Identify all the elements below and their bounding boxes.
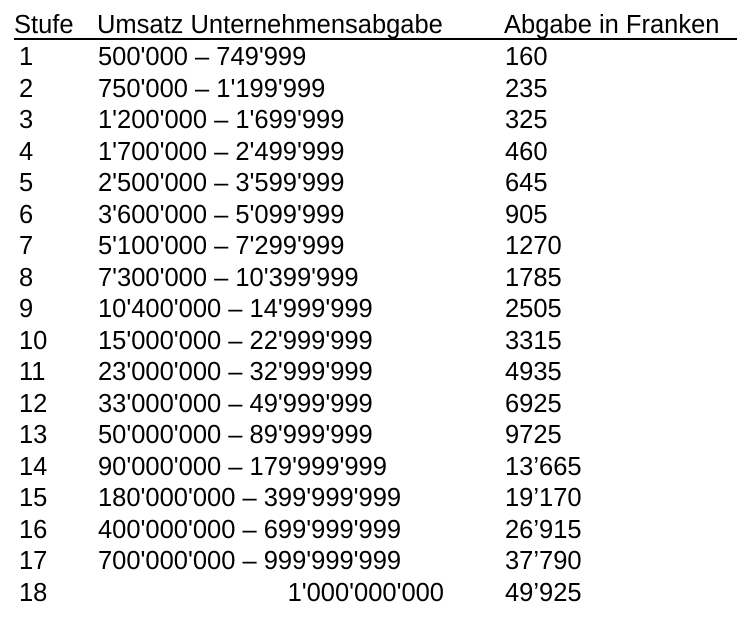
cell-stufe: 15	[19, 484, 48, 512]
cell-abgabe: 37’790	[505, 547, 582, 575]
cell-stufe: 2	[19, 74, 34, 103]
cell-abgabe: 235	[505, 74, 548, 103]
table-row	[0, 515, 755, 546]
cell-stufe: 7	[19, 232, 34, 260]
cell-stufe: 9	[19, 295, 34, 323]
cell-umsatz: 1'200'000 – 1'699'999	[98, 106, 345, 134]
table-row	[0, 483, 755, 514]
cell-abgabe: 19’170	[505, 484, 582, 512]
cell-umsatz: 50'000'000 – 89'999'999	[98, 421, 373, 449]
table-row	[0, 231, 755, 262]
cell-umsatz: 3'600'000 – 5'099'999	[98, 200, 345, 229]
cell-umsatz: 7'300'000 – 10'399'999	[98, 263, 359, 292]
cell-abgabe: 1270	[505, 232, 562, 260]
header-underline	[14, 38, 82, 40]
table-row	[0, 389, 755, 420]
header-underline	[82, 38, 502, 40]
cell-stufe: 3	[19, 106, 34, 134]
cell-umsatz: 750'000 – 1'199'999	[98, 74, 326, 103]
table-header	[0, 10, 755, 41]
cell-umsatz: 15'000'000 – 22'999'999	[98, 326, 373, 355]
cell-stufe: 14	[19, 452, 48, 481]
header-stufe: Stufe	[14, 11, 74, 39]
cell-stufe: 11	[19, 358, 46, 386]
cell-stufe: 1	[19, 43, 34, 71]
table-row	[0, 74, 755, 105]
cell-abgabe: 13’665	[505, 452, 582, 481]
cell-abgabe: 9725	[505, 421, 562, 449]
cell-stufe: 4	[19, 137, 34, 166]
cell-abgabe: 160	[505, 43, 548, 71]
cell-stufe: 8	[19, 263, 34, 292]
cell-abgabe: 3315	[505, 326, 562, 355]
cell-stufe: 17	[19, 547, 48, 575]
cell-abgabe: 49’925	[505, 578, 582, 607]
table-row	[0, 452, 755, 483]
cell-abgabe: 4935	[505, 358, 562, 386]
table-row	[0, 546, 755, 577]
cell-umsatz: 400'000'000 – 699'999'999	[98, 515, 402, 544]
cell-stufe: 13	[19, 421, 48, 449]
cell-umsatz: 10'400'000 – 14'999'999	[98, 295, 373, 323]
cell-abgabe: 905	[505, 200, 548, 229]
cell-umsatz: 33'000'000 – 49'999'999	[98, 389, 373, 418]
table-row	[0, 263, 755, 294]
cell-abgabe: 2505	[505, 295, 562, 323]
cell-abgabe: 1785	[505, 263, 562, 292]
cell-umsatz: 1'000'000'000	[287, 578, 444, 607]
table-row	[0, 420, 755, 451]
header-underline	[502, 38, 737, 40]
cell-abgabe: 26’915	[505, 515, 582, 544]
cell-stufe: 5	[19, 169, 34, 197]
table-row	[0, 326, 755, 357]
cell-stufe: 10	[19, 326, 48, 355]
cell-umsatz: 1'700'000 – 2'499'999	[98, 137, 345, 166]
cell-umsatz: 90'000'000 – 179'999'999	[98, 452, 387, 481]
table-row	[0, 200, 755, 231]
cell-stufe: 16	[19, 515, 48, 544]
cell-stufe: 6	[19, 200, 34, 229]
table-row	[0, 294, 755, 325]
header-umsatz: Umsatz Unternehmensabgabe	[97, 11, 443, 39]
cell-umsatz: 700'000'000 – 999'999'999	[98, 547, 402, 575]
table-row	[0, 357, 755, 388]
cell-umsatz: 500'000 – 749'999	[98, 43, 307, 71]
table-row	[0, 137, 755, 168]
cell-abgabe: 6925	[505, 389, 562, 418]
cell-umsatz: 5'100'000 – 7'299'999	[98, 232, 345, 260]
cell-abgabe: 645	[505, 169, 548, 197]
header-abgabe: Abgabe in Franken	[504, 11, 720, 39]
table-row	[0, 578, 755, 609]
cell-stufe: 18	[19, 578, 48, 607]
cell-abgabe: 325	[505, 106, 548, 134]
table-row	[0, 168, 755, 199]
cell-stufe: 12	[19, 389, 48, 418]
cell-umsatz: 23'000'000 – 32'999'999	[98, 358, 373, 386]
table-row	[0, 105, 755, 136]
cell-umsatz: 2'500'000 – 3'599'999	[98, 169, 345, 197]
cell-umsatz: 180'000'000 – 399'999'999	[98, 484, 402, 512]
table-row	[0, 42, 755, 73]
cell-abgabe: 460	[505, 137, 548, 166]
